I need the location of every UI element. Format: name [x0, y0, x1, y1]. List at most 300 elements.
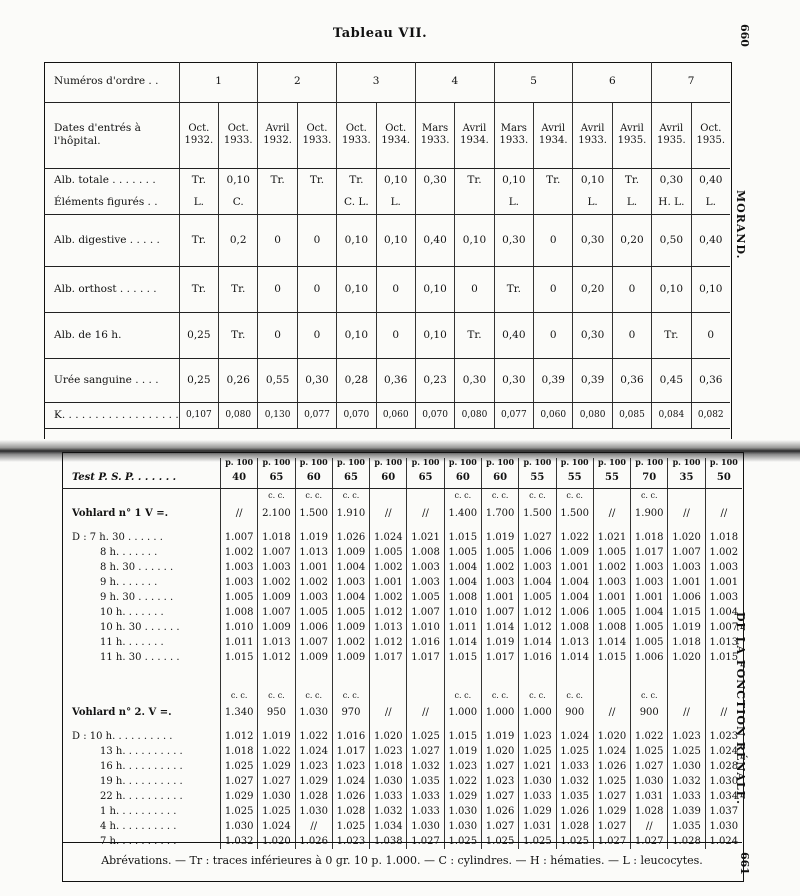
density-value: 1.007 — [407, 605, 444, 620]
data-row — [44, 214, 730, 266]
cell-value — [297, 192, 336, 214]
spacer-cell — [481, 665, 518, 689]
spacer-cell — [407, 665, 444, 689]
abbreviations-note: Abrévations. — Tr : traces inférieures à 0 gr. 10 p. 1.000. — C : cylindres. — H : hématies. — L : leucocytes. — [62, 842, 742, 881]
density-value: 1.027 — [481, 789, 518, 804]
density-value: 1.024 — [332, 774, 369, 789]
density-value: 1.027 — [593, 819, 630, 834]
cell-value: 0,077 — [494, 402, 533, 428]
volume-value: 950 — [258, 703, 295, 723]
density-value: 1.003 — [705, 560, 742, 575]
cell-value: 0,36 — [612, 358, 651, 402]
density-value: 1.019 — [481, 530, 518, 545]
density-value: 1.033 — [407, 789, 444, 804]
cell-value: L. — [612, 192, 651, 214]
density-value: 1.004 — [556, 590, 593, 605]
density-row — [62, 530, 742, 545]
psp-unit: p. 100 — [593, 458, 630, 468]
admission-date: Avril 1935. — [652, 102, 691, 168]
psp-value: 60 — [370, 468, 407, 488]
density-label: D : 10 h. . . . . . . . . . — [72, 730, 173, 742]
cell-value: H. L. — [652, 192, 691, 214]
density-value: 1.015 — [444, 650, 481, 665]
density-value: 1.026 — [332, 789, 369, 804]
admission-date: Avril 1932. — [258, 102, 297, 168]
cell-value: 0,23 — [415, 358, 454, 402]
density-value: 1.030 — [407, 819, 444, 834]
vohlard2-unit-row — [62, 689, 742, 703]
admission-date: Avril 1935. — [612, 102, 651, 168]
spacer-cell — [258, 665, 295, 689]
cell-value: 0,26 — [219, 358, 258, 402]
psp-value: 60 — [444, 468, 481, 488]
spacer-cell — [295, 665, 332, 689]
order-number: 6 — [573, 62, 652, 102]
psp-label: Test P. S. P. . . . . . . — [62, 468, 221, 488]
density-value: 1.006 — [295, 620, 332, 635]
spacer-cell — [705, 665, 742, 689]
volume-unit: c. c. — [481, 689, 518, 703]
density-value: 1.020 — [481, 744, 518, 759]
density-value: 1.025 — [519, 744, 556, 759]
volume-value: 1.000 — [519, 703, 556, 723]
volume-value: // — [370, 703, 407, 723]
cell-value: 0,082 — [691, 402, 730, 428]
density-value: 1.012 — [370, 605, 407, 620]
density-value: 1.018 — [221, 744, 258, 759]
density-value: 1.009 — [295, 650, 332, 665]
cell-value: 0,060 — [376, 402, 415, 428]
density-value: 1.003 — [705, 590, 742, 605]
density-value: 1.032 — [668, 774, 705, 789]
spacer-cell — [519, 665, 556, 689]
density-value: 1.025 — [519, 834, 556, 849]
spacer-cell — [444, 665, 481, 689]
density-value: 1.019 — [481, 729, 518, 744]
cell-value: 0,080 — [573, 402, 612, 428]
cell-value: 0 — [376, 312, 415, 358]
cell-value: 0,060 — [534, 402, 573, 428]
psp-unit: p. 100 — [481, 458, 518, 468]
row-label: Éléments figurés . . — [44, 192, 179, 214]
volume-value: 900 — [631, 703, 668, 723]
cell-value: C. L. — [337, 192, 376, 214]
dates-row — [44, 102, 730, 168]
cell-value: 0 — [612, 312, 651, 358]
volume-unit — [705, 689, 742, 703]
psp-unit: p. 100 — [332, 458, 369, 468]
density-value: 1.025 — [668, 744, 705, 759]
density-value: 1.005 — [370, 545, 407, 560]
density-value: 1.024 — [370, 530, 407, 545]
density-row — [62, 545, 742, 560]
psp-value: 65 — [258, 468, 295, 488]
order-row — [44, 62, 730, 102]
density-value: 1.025 — [556, 834, 593, 849]
cell-value: 0 — [258, 312, 297, 358]
cell-value — [415, 192, 454, 214]
density-value: 1.027 — [593, 789, 630, 804]
density-value: 1.023 — [481, 774, 518, 789]
cell-value: 0,30 — [652, 168, 691, 192]
density-value: 1.003 — [221, 560, 258, 575]
volume-unit: c. c. — [332, 689, 369, 703]
density-value: 1.005 — [444, 545, 481, 560]
density-value: 1.027 — [631, 759, 668, 774]
psp-value: 65 — [332, 468, 369, 488]
cell-value: 0,107 — [179, 402, 218, 428]
spacer-cell — [556, 665, 593, 689]
density-label: 1 h. . . . . . . . . . — [100, 805, 177, 817]
density-value: 1.005 — [631, 635, 668, 650]
cell-value: L. — [691, 192, 730, 214]
density-value: 1.020 — [370, 729, 407, 744]
psp-unit: p. 100 — [631, 458, 668, 468]
density-value: 1.002 — [221, 545, 258, 560]
density-value: 1.020 — [668, 530, 705, 545]
density-value: 1.025 — [407, 729, 444, 744]
cell-value: 0,084 — [652, 402, 691, 428]
volume-unit: c. c. — [519, 689, 556, 703]
density-value: 1.001 — [556, 560, 593, 575]
row-label: Alb. de 16 h. — [44, 312, 179, 358]
density-value: 1.030 — [444, 819, 481, 834]
density-value: 1.007 — [668, 545, 705, 560]
density-value: 1.013 — [295, 545, 332, 560]
density-value: 1.003 — [258, 560, 295, 575]
admission-date: Mars 1933. — [494, 102, 533, 168]
cell-value: 0,40 — [691, 168, 730, 192]
density-value: 1.027 — [481, 819, 518, 834]
density-value: 1.002 — [481, 560, 518, 575]
density-value: 1.018 — [631, 530, 668, 545]
cell-value: 0 — [258, 266, 297, 312]
density-value: 1.029 — [295, 774, 332, 789]
density-value: 1.022 — [631, 729, 668, 744]
cell-value: L. — [179, 192, 218, 214]
density-value: 1.026 — [556, 804, 593, 819]
volume-unit — [705, 488, 742, 504]
volume-unit — [407, 488, 444, 504]
cell-value: 0 — [297, 312, 336, 358]
psp-value: 70 — [631, 468, 668, 488]
density-value: 1.020 — [593, 729, 630, 744]
density-value: 1.003 — [631, 575, 668, 590]
volume-value: // — [593, 703, 630, 723]
density-row — [62, 560, 742, 575]
density-value: 1.039 — [668, 804, 705, 819]
density-value: 1.005 — [593, 605, 630, 620]
density-value: 1.007 — [295, 635, 332, 650]
density-value: 1.016 — [332, 729, 369, 744]
cell-value: Tr. — [179, 168, 218, 192]
density-value: 1.025 — [556, 744, 593, 759]
cell-value: 0 — [534, 214, 573, 266]
density-value: 1.001 — [668, 575, 705, 590]
density-value: 1.030 — [295, 804, 332, 819]
density-value: 1.003 — [481, 575, 518, 590]
volume-value: // — [705, 703, 742, 723]
volume-value: // — [593, 504, 630, 524]
density-value: 1.022 — [556, 530, 593, 545]
density-value: 1.030 — [705, 819, 742, 834]
density-value: 1.003 — [332, 575, 369, 590]
spacer-cell — [62, 665, 221, 689]
volume-unit: c. c. — [631, 689, 668, 703]
density-value: 1.023 — [370, 744, 407, 759]
cell-value: Tr. — [534, 168, 573, 192]
volume-unit — [593, 488, 630, 504]
density-value: 1.008 — [444, 590, 481, 605]
table-title: Tableau VII. — [332, 26, 428, 41]
volume-value: // — [407, 504, 444, 524]
density-value: 1.015 — [593, 650, 630, 665]
density-row — [62, 804, 742, 819]
density-value: 1.032 — [221, 834, 258, 849]
psp-unit: p. 100 — [407, 458, 444, 468]
psp-value: 55 — [556, 468, 593, 488]
cell-value: 0,40 — [415, 214, 454, 266]
density-value: 1.008 — [407, 545, 444, 560]
page-number-bottom: 661 — [738, 852, 751, 875]
cell-value: 0,28 — [337, 358, 376, 402]
density-value: 1.029 — [519, 804, 556, 819]
cell-value: 0,10 — [376, 168, 415, 192]
density-value: 1.026 — [332, 530, 369, 545]
density-value: 1.034 — [705, 789, 742, 804]
volume-unit — [221, 488, 258, 504]
density-label: 10 h. . . . . . . — [100, 606, 164, 618]
density-value: 1.021 — [519, 759, 556, 774]
density-row — [62, 590, 742, 605]
admission-date: Oct. 1934. — [376, 102, 415, 168]
volume-value: 1.030 — [295, 703, 332, 723]
density-label: 8 h. . . . . . . — [100, 546, 158, 558]
density-value: // — [295, 819, 332, 834]
volume-value: 900 — [556, 703, 593, 723]
density-value: 1.030 — [705, 774, 742, 789]
cell-value: 0,10 — [573, 168, 612, 192]
density-value: 1.028 — [705, 759, 742, 774]
density-row — [62, 729, 742, 744]
density-value: 1.011 — [221, 635, 258, 650]
density-value: 1.035 — [407, 774, 444, 789]
density-value: 1.029 — [593, 804, 630, 819]
cell-value: 0 — [534, 312, 573, 358]
density-value: 1.032 — [370, 804, 407, 819]
density-value: 1.005 — [295, 605, 332, 620]
density-label: 9 h. 30 . . . . . . — [100, 591, 174, 603]
density-row — [62, 774, 742, 789]
admission-date: Oct. 1932. — [179, 102, 218, 168]
cell-value: L. — [376, 192, 415, 214]
cell-value: 0 — [297, 214, 336, 266]
density-value: 1.005 — [519, 590, 556, 605]
density-value: 1.003 — [407, 560, 444, 575]
density-label: 11 h. 30 . . . . . . — [100, 651, 180, 663]
density-value: 1.010 — [407, 620, 444, 635]
density-value: 1.003 — [593, 575, 630, 590]
density-value: 1.007 — [258, 545, 295, 560]
density-value: 1.001 — [295, 560, 332, 575]
density-value: 1.027 — [593, 834, 630, 849]
density-value: 1.017 — [332, 744, 369, 759]
cell-value: 0 — [612, 266, 651, 312]
cell-value: 0,10 — [219, 168, 258, 192]
density-value: 1.014 — [519, 635, 556, 650]
density-value: 1.010 — [444, 605, 481, 620]
psp-value: 55 — [593, 468, 630, 488]
order-label: Numéros d'ordre . . — [44, 62, 179, 102]
cell-value: Tr. — [179, 214, 218, 266]
density-label: 13 h. . . . . . . . . . — [100, 745, 183, 757]
density-value: 1.015 — [668, 605, 705, 620]
cell-value: 0,20 — [573, 266, 612, 312]
volume-value: 970 — [332, 703, 369, 723]
density-value: 1.013 — [705, 635, 742, 650]
density-value: 1.019 — [481, 635, 518, 650]
admission-date: Oct. 1935. — [691, 102, 730, 168]
density-value: 1.024 — [593, 744, 630, 759]
spacer-cell — [668, 665, 705, 689]
volume-value: 1.500 — [556, 504, 593, 524]
volume-unit: c. c. — [295, 689, 332, 703]
order-number: 4 — [415, 62, 494, 102]
density-value: 1.013 — [556, 635, 593, 650]
density-value: 1.015 — [444, 729, 481, 744]
density-value: 1.009 — [332, 650, 369, 665]
density-value: 1.029 — [258, 759, 295, 774]
density-label: 4 h. . . . . . . . . . — [100, 820, 177, 832]
data-row — [44, 312, 730, 358]
spacer-cell — [221, 665, 258, 689]
psp-value: 50 — [705, 468, 742, 488]
admission-date: Avril 1933. — [573, 102, 612, 168]
density-value: 1.035 — [556, 789, 593, 804]
spacer-cell — [332, 665, 369, 689]
cell-value: 0,45 — [652, 358, 691, 402]
density-value: 1.031 — [519, 819, 556, 834]
density-value: 1.019 — [295, 530, 332, 545]
cell-value: Tr. — [219, 266, 258, 312]
density-value: 1.009 — [332, 620, 369, 635]
density-value: 1.025 — [631, 744, 668, 759]
density-label: 9 h. . . . . . . — [100, 576, 158, 588]
density-value: 1.002 — [370, 590, 407, 605]
density-row — [62, 789, 742, 804]
density-value: 1.012 — [258, 650, 295, 665]
psp-unit: p. 100 — [295, 458, 332, 468]
density-value: 1.006 — [519, 545, 556, 560]
cell-value: Tr. — [494, 266, 533, 312]
density-value: 1.001 — [593, 590, 630, 605]
cell-value: 0,080 — [455, 402, 494, 428]
cell-value: 0,40 — [691, 214, 730, 266]
density-value: 1.038 — [370, 834, 407, 849]
density-value: 1.005 — [332, 605, 369, 620]
cell-value: 0,30 — [494, 214, 533, 266]
density-value: 1.032 — [556, 774, 593, 789]
psp-unit: p. 100 — [221, 458, 258, 468]
psp-value: 60 — [295, 468, 332, 488]
density-value: 1.027 — [258, 774, 295, 789]
density-value: 1.012 — [519, 605, 556, 620]
density-row — [62, 759, 742, 774]
density-value: 1.005 — [221, 590, 258, 605]
cell-value: 0,10 — [415, 266, 454, 312]
density-value: 1.002 — [593, 560, 630, 575]
row-label: K. . . . . . . . . . . . . . . . . . — [44, 402, 179, 428]
data-row — [44, 358, 730, 402]
row-label: Alb. digestive . . . . . — [44, 214, 179, 266]
spacer-cell — [62, 488, 221, 504]
density-value: 1.020 — [668, 650, 705, 665]
cell-value: 0 — [297, 266, 336, 312]
cell-value: 0,070 — [415, 402, 454, 428]
density-value: 1.019 — [668, 620, 705, 635]
cell-value: Tr. — [455, 312, 494, 358]
density-value: 1.028 — [631, 804, 668, 819]
density-value: 1.007 — [258, 605, 295, 620]
density-value: 1.012 — [370, 635, 407, 650]
cell-value: 0 — [376, 266, 415, 312]
density-value: 1.030 — [370, 774, 407, 789]
density-value: 1.027 — [631, 834, 668, 849]
cell-value: 0,130 — [258, 402, 297, 428]
spacer-cell — [593, 665, 630, 689]
psp-unit: p. 100 — [258, 458, 295, 468]
admission-date: Oct. 1933. — [297, 102, 336, 168]
volume-unit — [668, 488, 705, 504]
density-value: 1.004 — [444, 575, 481, 590]
density-value: 1.009 — [332, 545, 369, 560]
density-value: 1.029 — [221, 789, 258, 804]
density-value: 1.002 — [370, 560, 407, 575]
density-value: 1.012 — [519, 620, 556, 635]
cell-value: 0,10 — [337, 266, 376, 312]
cell-value: Tr. — [652, 312, 691, 358]
cell-value: 0,10 — [455, 214, 494, 266]
density-value: 1.030 — [444, 804, 481, 819]
density-label: 22 h. . . . . . . . . . — [100, 790, 183, 802]
data-row — [44, 402, 730, 428]
density-value: 1.033 — [407, 804, 444, 819]
density-value: 1.004 — [631, 605, 668, 620]
volume-value: 1.500 — [519, 504, 556, 524]
density-value: 1.001 — [705, 575, 742, 590]
density-value: 1.014 — [481, 620, 518, 635]
density-value: 1.017 — [407, 650, 444, 665]
volume-value: // — [668, 703, 705, 723]
cell-value: 0,10 — [691, 266, 730, 312]
cell-value: 0,080 — [219, 402, 258, 428]
vohlard1-label: Vohlard n° 1 V =. — [72, 508, 169, 519]
density-value: 1.029 — [444, 789, 481, 804]
density-value: 1.017 — [370, 650, 407, 665]
cell-value: 0,10 — [415, 312, 454, 358]
cell-value: 0,30 — [455, 358, 494, 402]
density-value: 1.024 — [295, 744, 332, 759]
cell-value: 0 — [258, 214, 297, 266]
density-value: 1.002 — [705, 545, 742, 560]
volume-value: 1.700 — [481, 504, 518, 524]
density-value: 1.025 — [258, 804, 295, 819]
volume-value: // — [407, 703, 444, 723]
density-value: 1.022 — [295, 729, 332, 744]
density-value: 1.028 — [332, 804, 369, 819]
cell-value: L. — [494, 192, 533, 214]
volume-unit: c. c. — [221, 689, 258, 703]
